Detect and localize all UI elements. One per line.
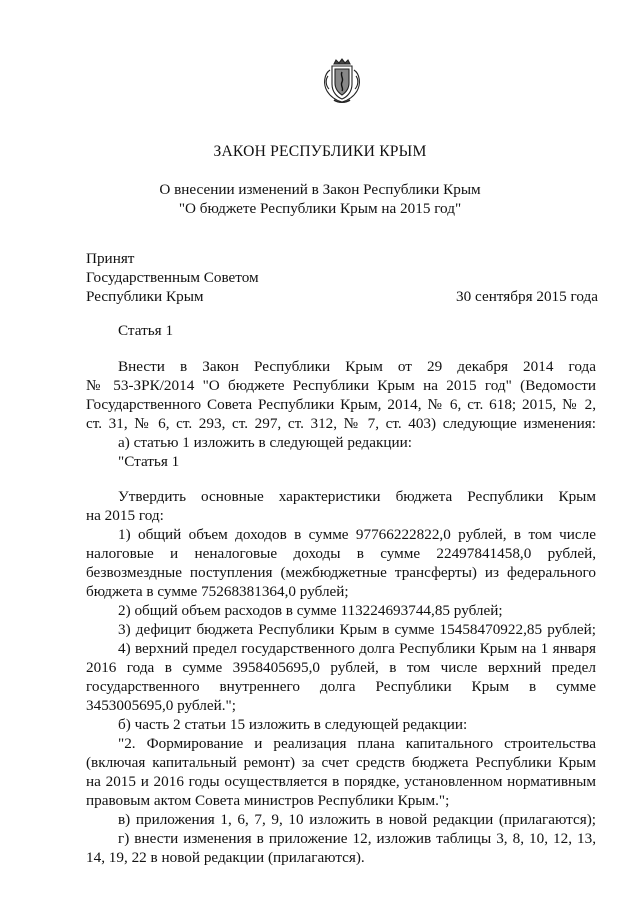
- adoption-date: 30 сентября 2015 года: [456, 288, 598, 305]
- adopted-by-line-2: Республики Крым: [86, 288, 204, 305]
- body-line: 3453005695,0 рублей.";: [86, 697, 236, 714]
- body-line: государственного внутреннего долга Республики Крым в сумме: [86, 678, 596, 695]
- law-subtitle-line-2: "О бюджете Республики Крым на 2015 год": [178, 200, 462, 217]
- body-line: безвозмездные поступления (межбюджетные трансферты) из федерального: [86, 564, 596, 581]
- body-line: 3) дефицит бюджета Республики Крым в сумме 15458470922,85 рублей;: [118, 621, 596, 638]
- body-line: Утвердить основные характеристики бюджета Республики Крым: [118, 488, 596, 505]
- body-line: 2) общий объем расходов в сумме 113224693744,85 рублей;: [118, 602, 503, 619]
- body-line: а) статью 1 изложить в следующей редакции:: [118, 434, 412, 451]
- body-line: 1) общий объем доходов в сумме 97766222822,0 рублей, в том числе: [118, 526, 596, 543]
- body-line: Государственного Совета Республики Крым, 2014, № 6, ст. 618; 2015, № 2,: [86, 396, 596, 413]
- adopted-by-line-1: Государственным Советом: [86, 269, 259, 286]
- article-heading: Статья 1: [118, 322, 174, 339]
- body-line: налоговые и неналоговые доходы в сумме 22497841458,0 рублей,: [86, 545, 596, 562]
- law-subtitle-line-1: О внесении изменений в Закон Республики Крым: [159, 181, 481, 198]
- body-line: Внести в Закон Республики Крым от 29 декабря 2014 года: [118, 358, 596, 375]
- body-line: (включая капитальный ремонт) за счет средств бюджета Республики Крым: [86, 754, 596, 771]
- body-line: правовым актом Совета министров Республики Крым.";: [86, 792, 450, 809]
- body-line: № 53-ЗРК/2014 "О бюджете Республики Крым на 2015 год" (Ведомости: [86, 377, 596, 394]
- body-line: ст. 31, № 6, ст. 293, ст. 297, ст. 312, № 7, ст. 403) следующие изменения:: [86, 415, 596, 432]
- body-line: 4) верхний предел государственного долга Республики Крым на 1 января: [118, 640, 596, 657]
- body-line: "2. Формирование и реализация плана капитального строительства: [118, 735, 596, 752]
- law-title: ЗАКОН РЕСПУБЛИКИ КРЫМ: [213, 143, 427, 160]
- body-line: г) внести изменения в приложение 12, изложив таблицы 3, 8, 10, 12, 13,: [118, 830, 596, 847]
- adopted-label: Принят: [86, 250, 135, 267]
- body-line: 2016 года в сумме 3958405695,0 рублей, в том числе верхний предел: [86, 659, 596, 676]
- body-line: бюджета в сумме 75268381364,0 рублей;: [86, 583, 349, 600]
- body-line: "Статья 1: [118, 453, 180, 470]
- body-line: на 2015 и 2016 годы осуществляется в порядке, установленном нормативным: [86, 773, 596, 790]
- body-line: б) часть 2 статьи 15 изложить в следующей редакции:: [118, 716, 468, 733]
- body-line: в) приложения 1, 6, 7, 9, 10 изложить в новой редакции (прилагаются);: [118, 811, 596, 828]
- body-line: на 2015 год:: [86, 507, 164, 524]
- body-line: 14, 19, 22 в новой редакции (прилагаются).: [86, 849, 365, 866]
- coat-of-arms-icon: [320, 58, 364, 104]
